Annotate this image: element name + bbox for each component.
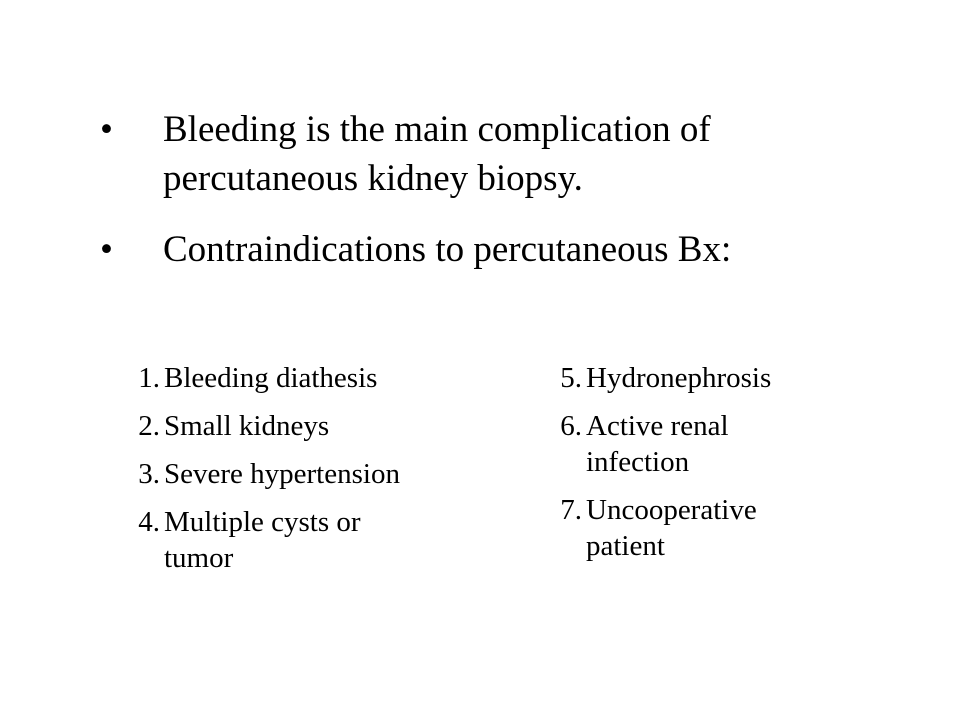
list-item [522, 360, 942, 396]
list-number: 2. [138, 410, 160, 442]
list-item [522, 408, 942, 480]
list-item [100, 456, 500, 492]
list-item [100, 504, 500, 576]
list-number: 3. [138, 458, 160, 490]
list-item [100, 360, 500, 396]
list-number: 4. [138, 506, 160, 538]
list-text: Multiple cysts or tumor [164, 506, 361, 574]
list-text: Uncooperative patient [586, 494, 757, 562]
list-item [522, 492, 942, 564]
bullet-text: Contraindications to percutaneous Bx: [163, 229, 732, 270]
bullet-marker: • [100, 109, 113, 150]
list-text: Hydronephrosis [586, 362, 772, 394]
list-number: 7. [560, 494, 582, 526]
list-number: 6. [560, 410, 582, 442]
list-number: 5. [560, 362, 582, 394]
list-text: Bleeding diathesis [164, 362, 378, 394]
list-number: 1. [138, 362, 160, 394]
list-text: Small kidneys [164, 410, 330, 442]
contraindication-list-right [522, 360, 942, 564]
list-text: Severe hypertension [164, 458, 400, 490]
bullet-marker: • [100, 229, 113, 270]
bullet-text: Bleeding is the main complication of percutaneous kidney biopsy. [163, 109, 711, 199]
contraindication-list-left [100, 360, 500, 576]
list-item [100, 408, 500, 444]
list-text: Active renal infection [586, 410, 729, 478]
